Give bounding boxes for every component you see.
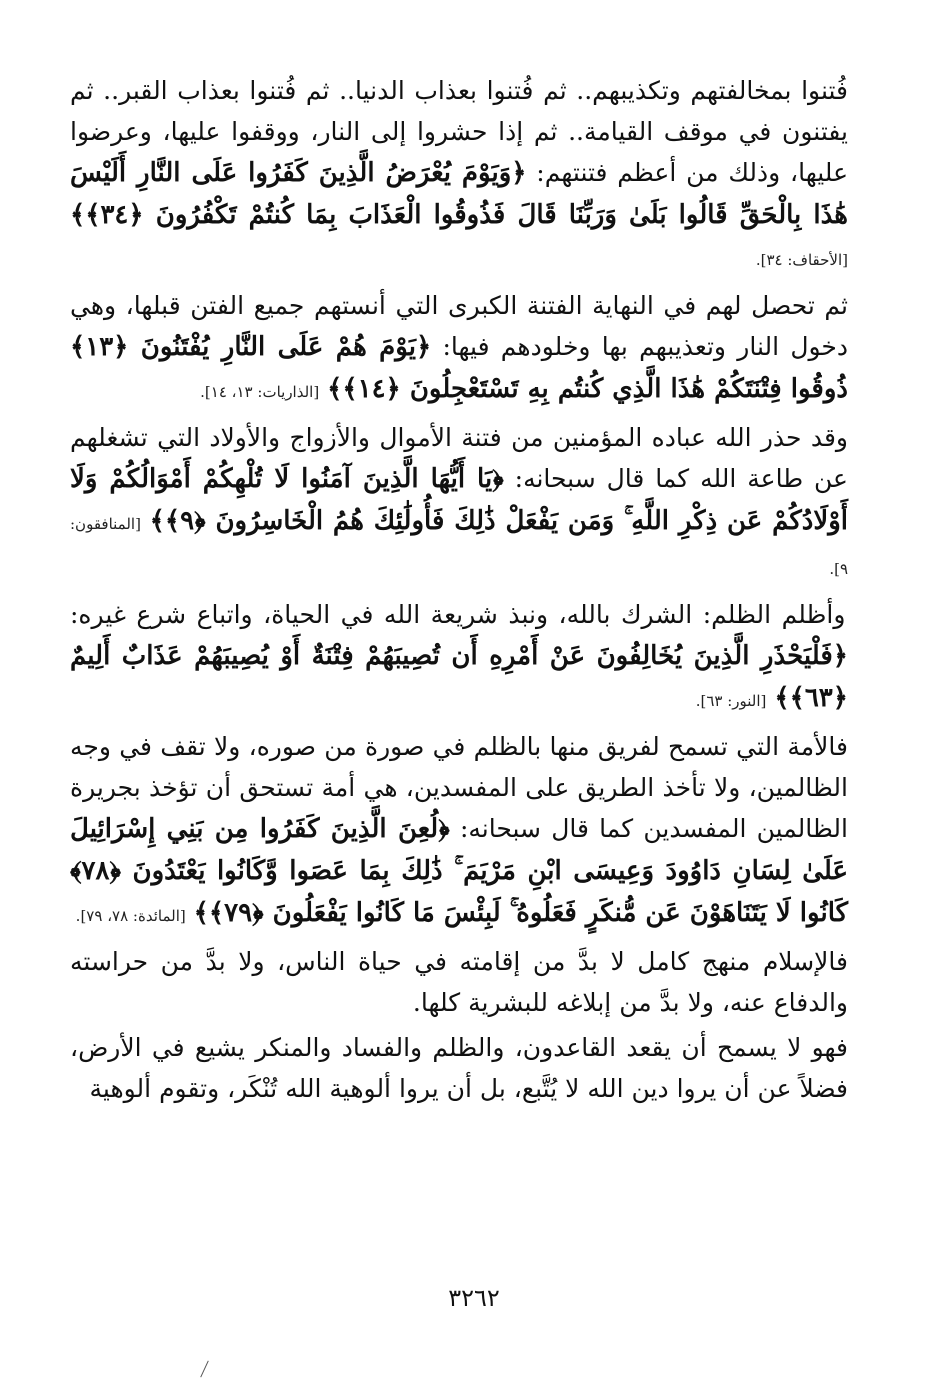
verse-reference: [الأحقاف: ٣٤]. [755, 251, 848, 269]
quran-verse-ahqaf: ﴿وَيَوْمَ يُعْرَضُ الَّذِينَ كَفَرُوا عَلَى النَّارِ أَلَيْسَ هَٰذَا بِالْحَقِّ قَالُوا بَلَىٰ وَرَبِّنَا قَالَ فَذُوقُوا الْعَذَابَ بِمَا كُنتُمْ تَكْفُرُونَ ﴿٣٤﴾﴾ [70, 158, 848, 230]
quran-verse-maidah: ﴿لُعِنَ الَّذِينَ كَفَرُوا مِن بَنِي إِسْرَائِيلَ عَلَىٰ لِسَانِ دَاوُودَ وَعِيسَى ابْنِ مَرْيَمَ ۚ ذَٰلِكَ بِمَا عَصَوا وَّكَانُوا يَعْتَدُونَ ﴿٧٨﴾ كَانُوا لَا يَتَنَاهَوْنَ عَن مُّنكَرٍ فَعَلُوهُ ۚ لَبِئْسَ مَا كَانُوا يَفْعَلُونَ ﴿٧٩﴾﴾ [70, 814, 848, 928]
verse-reference: [الذاريات: ١٣، ١٤]. [200, 383, 320, 401]
paragraph-fitna-punishments [70, 70, 848, 281]
paragraph-ummah-oppression [70, 726, 848, 937]
paragraph-text: ثم تحصل لهم في النهاية الفتنة الكبرى التي أنستهم جميع الفتن قبلها، وهي دخول النار وتعذيبهم بها وخلودهم فيها: [70, 291, 848, 361]
paragraph-text: وقد حذر الله عباده المؤمنين من فتنة الأموال والأزواج والأولاد التي تشغلهم عن طاعة الله كما قال سبحانه: [70, 423, 848, 493]
verse-reference: [النور: ٦٣]. [695, 692, 767, 710]
paragraph-great-fitna [70, 285, 848, 413]
page-number: ٣٢٦٢ [448, 1284, 500, 1312]
paragraph-text: فهو لا يسمح أن يقعد القاعدون، والظلم والفساد والمنكر يشيع في الأرض، فضلاً عن أن يروا دين الله لا يُتَّبع، بل أن يروا ألوهية الله تُنْكَر، وتقوم ألوهية [70, 1033, 848, 1103]
verse-reference: [المائدة: ٧٨، ٧٩]. [75, 907, 186, 925]
paragraph-text: فُتنوا بمخالفتهم وتكذيبهم.. ثم فُتنوا بعذاب الدنيا.. ثم فُتنوا بعذاب القبر.. ثم يفتنون في موقف القيامة.. ثم إذا حشروا إلى النار، ووقفوا عليها، وعرضوا عليها، وذلك من أعظم فتنتهم: [70, 76, 848, 187]
paragraph-no-sitting [70, 1027, 848, 1109]
quran-verse-nur: ﴿فَلْيَحْذَرِ الَّذِينَ يُخَالِفُونَ عَنْ أَمْرِهِ أَن تُصِيبَهُمْ فِتْنَةٌ أَوْ يُصِيبَهُمْ عَذَابٌ أَلِيمٌ ﴿٦٣﴾﴾ [70, 641, 848, 713]
paragraph-islam-method [70, 941, 848, 1023]
paragraph-text: فالإسلام منهج كامل لا بدَّ من إقامته في حياة الناس، ولا بدَّ من حراسته والدفاع عنه، ولا بدَّ من إبلاغه للبشرية كلها. [70, 947, 848, 1017]
quran-verse-munafiqun: ﴿يَا أَيُّهَا الَّذِينَ آمَنُوا لَا تُلْهِكُمْ أَمْوَالُكُمْ وَلَا أَوْلَادُكُمْ عَن ذِكْرِ اللَّهِ ۚ وَمَن يَفْعَلْ ذَٰلِكَ فَأُولَٰئِكَ هُمُ الْخَاسِرُونَ ﴿٩﴾﴾ [70, 464, 848, 536]
paragraph-wealth-fitna [70, 417, 848, 590]
paragraph-text: وأظلم الظلم: الشرك بالله، ونبذ شريعة الله في الحياة، واتباع شرع غيره: [70, 600, 846, 629]
paragraph-text: فالأمة التي تسمح لفريق منها بالظلم في صورة من صوره، ولا تقف في وجه الظالمين، ولا تأخذ الطريق على المفسدين، هي أمة تستحق أن تؤخذ بجريرة الظالمين المفسدين كما قال سبحانه: [70, 732, 848, 843]
paragraph-shirk [70, 594, 848, 722]
scan-mark [200, 1361, 209, 1378]
page-body [70, 70, 848, 1109]
verse-reference: [المنافقون: ٩]. [70, 515, 848, 578]
quran-verse-dhariyat: ﴿يَوْمَ هُمْ عَلَى النَّارِ يُفْتَنُونَ ﴿١٣﴾ ذُوقُوا فِتْنَتَكُمْ هَٰذَا الَّذِي كُنتُم بِهِ تَسْتَعْجِلُونَ ﴿١٤﴾﴾ [70, 332, 848, 404]
